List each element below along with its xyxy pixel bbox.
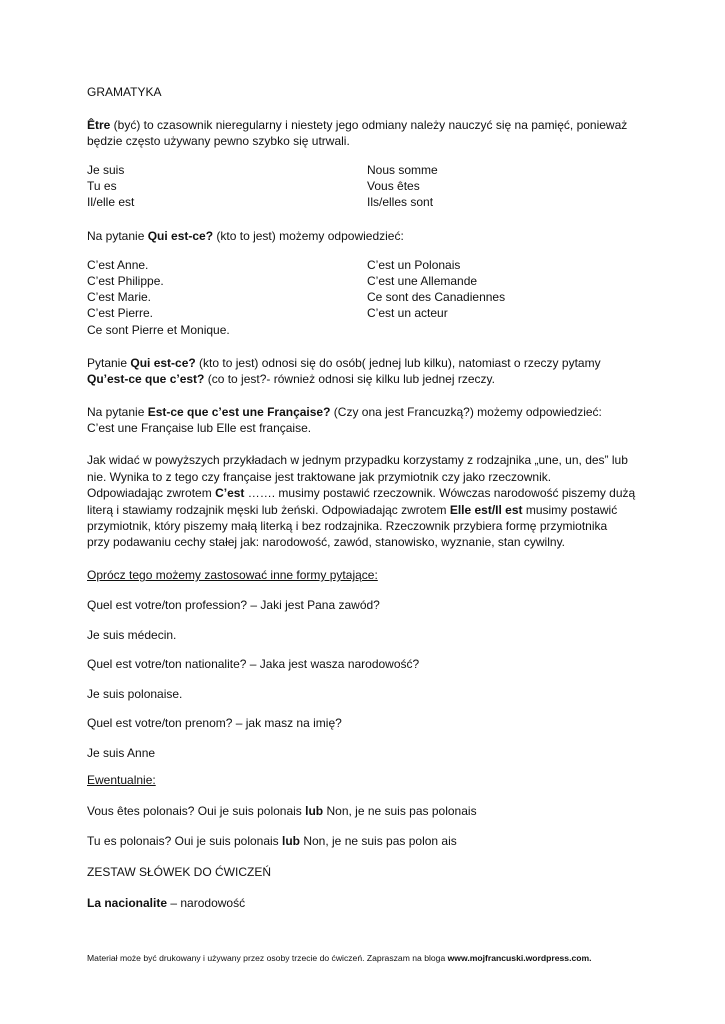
para-rule-line-1: Jak widać w powyższych przykładach w jednym przypadku korzystamy z rodzajnika „une, un, des” lub (87, 453, 628, 467)
tu-line (87, 833, 457, 849)
answer-left-5: Ce sont Pierre et Monique. (87, 323, 230, 337)
para-qui-bold-2: Qu’est-ce que c’est? (87, 372, 205, 386)
para-rule-line-4 (87, 502, 617, 518)
tu-line-bold: lub (282, 834, 300, 848)
vous-line-bold: lub (305, 804, 324, 818)
vous-line-post: Non, je ne suis pas polonais (323, 804, 477, 818)
conj-right-3: Ils/elles sont (367, 195, 434, 209)
tu-line-post: Non, je ne suis pas polon ais (300, 834, 457, 848)
answer-right-4: C’est un acteur (367, 306, 448, 320)
para-francaise-post: (Czy ona jest Francuzką?) możemy odpowiedzieć: (330, 405, 602, 419)
answer-right-2: C’est une Allemande (367, 274, 478, 288)
para-qui-post: (co to jest?- również odnosi się kilku lub jednej rzeczy. (204, 372, 495, 386)
answer-left-2: C’est Philippe. (87, 274, 164, 288)
para-rule-l3-post: ……. musimy postawić rzeczownik. Wówczas narodowość piszemy dużą (244, 486, 636, 500)
intro-bold: Être (87, 118, 111, 132)
para-francaise-bold: Est-ce que c’est une Française? (147, 405, 331, 419)
vous-line (87, 803, 477, 819)
intro-text: (być) to czasownik nieregularny i niestety jego odmiany należy nauczyć się na pamięć, ponieważ (110, 118, 628, 132)
para-rule-l4-bold: Elle est/Il est (449, 503, 523, 517)
tu-line-pre: Tu es polonais? Oui je suis polonais (87, 834, 282, 848)
para-francaise-line-1 (87, 404, 602, 420)
page-title: GRAMATYKA (87, 85, 162, 99)
other-forms-heading (87, 567, 378, 583)
answer-name: Je suis Anne (87, 746, 156, 760)
eventually-heading-text: Ewentualnie: (87, 773, 156, 787)
para-rule-l3-pre: Odpowiadając zwrotem (87, 486, 216, 500)
conj-left-1: Je suis (87, 163, 125, 177)
para-rule-line-5: przymiotnik, który piszemy małą literką i bez rodzajnika. Rzeczownik przybiera formę przymiotnika (87, 519, 608, 533)
para-rule-line-3 (87, 485, 635, 501)
para-rule-line-6: przy podawaniu cechy stałej jak: narodowość, zawód, stanowisko, wyznanie, stan cywilny. (87, 535, 566, 549)
question-nationality: Quel est votre/ton nationalite? – Jaka jest wasza narodowość? (87, 657, 420, 671)
question-qui-bold: Qui est-ce? (147, 229, 214, 243)
conj-left-2: Tu es (87, 179, 117, 193)
para-francaise-line-2: C’est une Française lub Elle est française. (87, 421, 312, 435)
para-rule-l3-bold: C’est (215, 486, 245, 500)
para-qui-pre: Pytanie (87, 356, 131, 370)
vocab-entry-rest: – narodowość (167, 896, 246, 910)
answer-left-4: C’est Pierre. (87, 306, 154, 320)
para-rule-l4-pre: literą i stawiamy rodzajnik męski lub żeński. Odpowiadając zwrotem (87, 503, 450, 517)
intro-line-2: będzie często używany pewno szybko się utrwali. (87, 134, 350, 148)
para-qui-mid: (kto to jest) odnosi się do osób( jednej lub kilku), natomiast o rzeczy pytamy (195, 356, 601, 370)
answer-right-3: Ce sont des Canadiennes (367, 290, 506, 304)
question-qui-pre: Na pytanie (87, 229, 148, 243)
conj-right-2: Vous êtes (367, 179, 420, 193)
question-name: Quel est votre/ton prenom? – jak masz na imię? (87, 716, 342, 730)
question-qui (87, 228, 404, 244)
para-qui-bold-1: Qui est-ce? (130, 356, 196, 370)
answer-left-1: C’est Anne. (87, 258, 149, 272)
footer-text: Materiał może być drukowany i używany przez osoby trzecie do ćwiczeń. Zapraszam na bloga (87, 953, 448, 963)
answer-profession: Je suis médecin. (87, 628, 177, 642)
answer-right-1: C’est un Polonais (367, 258, 461, 272)
para-rule-l4-post: musimy postawić (522, 503, 618, 517)
page-footer (87, 953, 592, 963)
para-qui-line-1 (87, 355, 601, 371)
conj-right-1: Nous somme (367, 163, 438, 177)
para-rule-line-2: nie. Wynika to z tego czy française jest traktowane jak przymiotnik czy jako rzeczownik. (87, 470, 552, 484)
question-qui-post: (kto to jest) możemy odpowiedzieć: (213, 229, 404, 243)
intro-line-1 (87, 117, 627, 133)
para-qui-line-2 (87, 371, 495, 387)
para-francaise-pre: Na pytanie (87, 405, 148, 419)
vocab-heading: ZESTAW SŁÓWEK DO ĆWICZEŃ (87, 865, 272, 879)
answer-nationality: Je suis polonaise. (87, 687, 183, 701)
conj-left-3: Il/elle est (87, 195, 135, 209)
vous-line-pre: Vous êtes polonais? Oui je suis polonais (87, 804, 306, 818)
vocab-entry (87, 895, 245, 911)
eventually-heading (87, 772, 156, 788)
vocab-entry-bold: La nacionalite (87, 896, 168, 910)
question-profession: Quel est votre/ton profession? – Jaki jest Pana zawód? (87, 598, 380, 612)
footer-blog-link[interactable]: www.mojfrancuski.wordpress.com. (447, 953, 592, 963)
answer-left-3: C’est Marie. (87, 290, 152, 304)
other-forms-heading-text: Oprócz tego możemy zastosować inne formy pytające: (87, 568, 378, 582)
